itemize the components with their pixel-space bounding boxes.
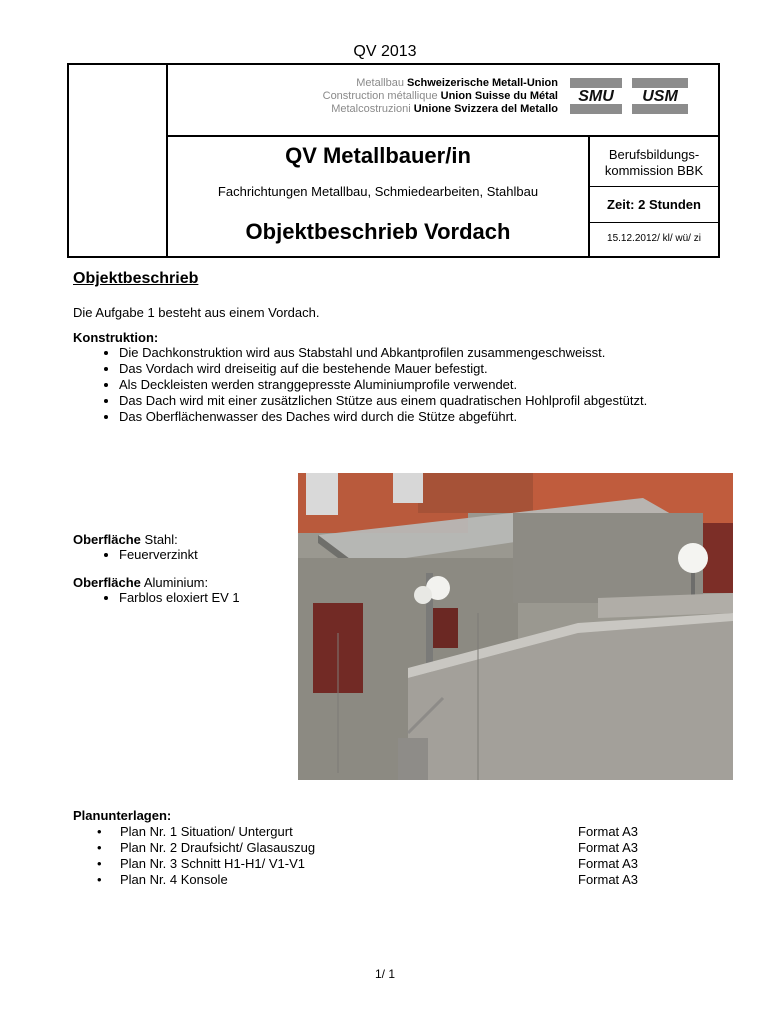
title-block: [67, 63, 720, 258]
plan-documents: [73, 808, 673, 888]
logo-line3-strong: Unione Svizzera del Metallo: [413, 103, 558, 115]
table-row: [73, 840, 673, 856]
list-item: • Die Dachkonstruktion wird aus Stabstahl und Abkantprofilen zusammengeschweisst.: [119, 345, 713, 361]
surface-alu-label-rest: Aluminium:: [140, 575, 209, 590]
surface-steel-label-rest: Stahl:: [140, 532, 178, 547]
bullet-icon: •: [97, 856, 102, 871]
logo-line2-strong: Union Suisse du Métal: [440, 90, 558, 102]
date-cell: 15.12.2012/ kl/ wü/ zi: [607, 233, 701, 244]
title-block-center: [168, 137, 588, 256]
plan-name: Plan Nr. 4 Konsole: [120, 872, 228, 887]
bullet-icon: •: [97, 872, 102, 887]
plan-name: Plan Nr. 2 Draufsicht/ Glasauszug: [120, 840, 316, 855]
intro-text: Die Aufgabe 1 besteht aus einem Vordach.: [73, 305, 320, 320]
document-header-title: QV 2013: [353, 43, 417, 60]
plan-format: Format A3: [578, 856, 638, 871]
surface-steel: [73, 532, 319, 563]
logo-line1-muted: Metallbau: [356, 77, 404, 89]
time-cell: Zeit: 2 Stunden: [590, 187, 718, 223]
commission-line1: Berufsbildungs-: [608, 147, 700, 162]
canopy-photo: [298, 473, 733, 780]
plan-name: Plan Nr. 3 Schnitt H1-H1/ V1-V1: [120, 856, 305, 871]
surface-alu-list: [73, 590, 319, 606]
commission-cell: [590, 137, 718, 187]
plan-format: Format A3: [578, 840, 638, 855]
svg-text:USM: USM: [642, 88, 678, 105]
plan-format: Format A3: [578, 872, 638, 887]
bullet-icon: •: [97, 840, 102, 855]
surface-steel-label: Oberfläche: [73, 532, 141, 547]
doc-title: QV Metallbauer/in: [285, 143, 471, 168]
doc-subtitle: Fachrichtungen Metallbau, Schmiedearbeiten, Stahlbau: [217, 184, 539, 199]
list-item: • Das Dach wird mit einer zusätzlichen Stütze aus einem quadratischen Hohlprofil abgestützt.: [119, 393, 713, 409]
list-item: • Farblos eloxiert EV 1: [119, 590, 319, 606]
construction-list: [73, 345, 713, 425]
table-row: [73, 872, 673, 888]
doc-object-title: Objektbeschrieb Vordach: [245, 219, 511, 244]
surface-alu-label: Oberfläche: [73, 575, 141, 590]
association-logo-row: [166, 65, 718, 137]
list-item: • Feuerverzinkt: [119, 547, 319, 563]
page-number: 1/ 1: [374, 967, 395, 981]
logo-line1-strong: Schweizerische Metall-Union: [407, 77, 558, 89]
list-item: • Das Oberflächenwasser des Daches wird durch die Stütze abgeführt.: [119, 409, 713, 425]
title-block-empty-cell: [69, 65, 168, 256]
logo-line3-muted: Metalcostruzioni: [331, 103, 411, 115]
title-block-right: [588, 137, 718, 256]
surface-steel-list: [73, 547, 319, 563]
table-row: [73, 824, 673, 840]
table-row: [73, 856, 673, 872]
list-item: • Das Vordach wird dreiseitig auf die bestehende Mauer befestigt.: [119, 361, 713, 377]
main-content: [73, 270, 713, 425]
association-names: [323, 77, 558, 116]
section-title: Objektbeschrieb: [73, 270, 199, 287]
bullet-icon: •: [97, 824, 102, 839]
list-item: • Als Deckleisten werden stranggepresste Aluminiumprofile verwendet.: [119, 377, 713, 393]
plans-label: Planunterlagen:: [73, 808, 172, 823]
plan-name: Plan Nr. 1 Situation/ Untergurt: [120, 824, 293, 839]
smu-usm-logo: [570, 78, 688, 119]
commission-line2: kommission BBK: [604, 163, 704, 178]
plan-format: Format A3: [578, 824, 638, 839]
surface-alu: [73, 575, 319, 606]
construction-label: Konstruktion:: [73, 330, 159, 345]
svg-text:SMU: SMU: [578, 88, 614, 105]
logo-line2-muted: Construction métallique: [322, 90, 438, 102]
